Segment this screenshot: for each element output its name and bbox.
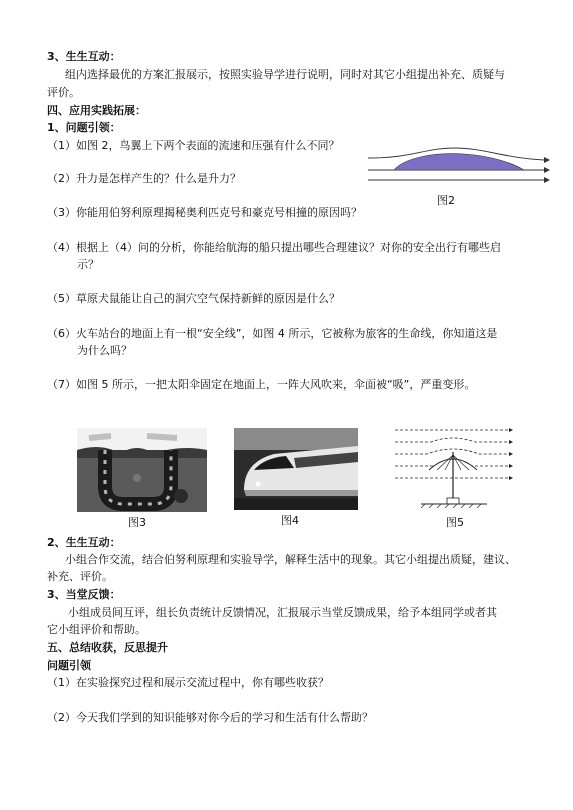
question-1: （1）如图 2，鸟翼上下两个表面的流速和压强有什么不同？ — [47, 139, 340, 152]
section-4-sub3-body-line2: 它小组评价和帮助。 — [47, 623, 146, 636]
question-7: （7）如图 5 所示，一把太阳伞固定在地面上，一阵大风吹来，伞面被“吸”，严重变形。 — [47, 378, 476, 391]
section-4-sub3-body-line1: 小组成员间互评，组长负责统计反馈情况，汇报展示当堂反馈成果，给予本组同学或者其 — [68, 606, 497, 619]
figure-3-burrow-image — [77, 428, 207, 512]
question-4-line2: 示？ — [77, 258, 99, 271]
question-2: （2）升力是怎样产生的？什么是升力？ — [47, 172, 241, 185]
section-4-sub2-body-line1: 小组合作交流，结合伯努利原理和实验导学，解释生活中的现象。其它小组提出质疑，建议、 — [65, 553, 516, 566]
section-3-body-line2: 评价。 — [47, 86, 80, 99]
section-4-sub1-heading: 1、问题引领： — [47, 121, 121, 134]
question-5: （5）草原犬鼠能让自己的洞穴空气保持新鲜的原因是什么？ — [47, 292, 340, 305]
section-3-heading: 3、生生互动： — [47, 50, 121, 63]
figure-2-wing-diagram — [364, 144, 550, 188]
figure-2-caption: 图2 — [437, 194, 455, 207]
section-5-heading: 五、总结收获，反思提升 — [47, 641, 168, 654]
question-3: （3）你能用伯努利原理揭秘奥利匹克号和豪克号相撞的原因吗？ — [47, 206, 362, 219]
section-5-question-2: （2）今天我们学到的知识能够对你今后的学习和生活有什么帮助？ — [47, 711, 373, 724]
section-4-heading: 四、应用实践拓展： — [47, 104, 146, 117]
section-5-question-1: （1）在实验探究过程和展示交流过程中，你有哪些收获？ — [47, 676, 329, 689]
figure-4-train-image — [234, 428, 358, 510]
question-6-line2: 为什么吗？ — [77, 344, 132, 357]
figure-5-caption: 图5 — [446, 516, 464, 529]
figure-4-caption: 图4 — [281, 514, 299, 527]
section-3-body-line1: 组内选择最优的方案汇报展示，按照实验导学进行说明，同时对其它小组提出补充、质疑与 — [65, 68, 505, 81]
question-6-line1: （6）火车站台的地面上有一根“安全线”，如图 4 所示，它被称为旅客的生命线，你知道这是 — [47, 327, 498, 340]
section-5-sub-heading: 问题引领 — [47, 659, 91, 672]
figure-5-umbrella-diagram — [391, 422, 517, 512]
question-4-line1: （4）根据上（4）问的分析，你能给航海的船只提出哪些合理建议？对你的安全出行有哪些启 — [47, 241, 501, 254]
section-4-sub2-heading: 2、生生互动： — [47, 536, 121, 549]
section-4-sub2-body-line2: 补充、评价。 — [47, 570, 113, 583]
section-4-sub3-heading: 3、当堂反馈： — [47, 588, 121, 601]
figure-3-caption: 图3 — [128, 516, 146, 529]
